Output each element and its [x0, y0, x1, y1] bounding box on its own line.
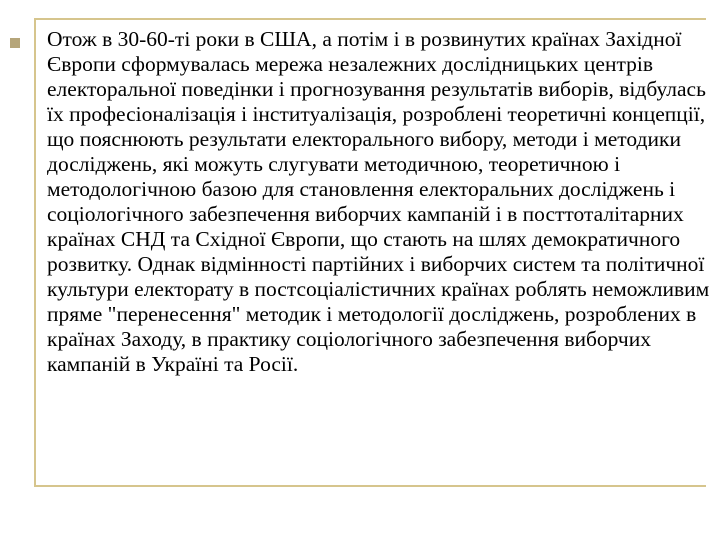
frame-top-line: [34, 18, 706, 20]
frame-left-line: [34, 18, 36, 487]
frame-bottom-line: [34, 485, 706, 487]
square-bullet-icon: [10, 38, 20, 48]
slide-body-paragraph: Отож в 30-60-ті роки в США, а потім і в розвинутих країнах Західної Європи сформувалась мережа незалежних дослідницьких центрів електоральної поведінки і прогнозування результатів виборів, відбулась їх професіоналізація і інституалізація, розроблені теоретичні концепції, що пояснюють результати електорального вибору, методи і методики досліджень, які можуть слугувати методичною, теоретичною і методологічною базою для становлення електоральних досліджень і соціологічного забезпечення виборчих кампаній і в посттоталітарних країнах СНД та Східної Європи, що стають на шлях демократичного розвитку. Однак відмінності партійних і виборчих систем та політичної культури електорату в постсоціалістичних країнах роблять неможливим пряме "перенесення" методик і методології досліджень, розроблених в країнах Заходу, в практику соціологічного забезпечення виборчих кампаній в Україні та Росії.: [47, 27, 710, 376]
